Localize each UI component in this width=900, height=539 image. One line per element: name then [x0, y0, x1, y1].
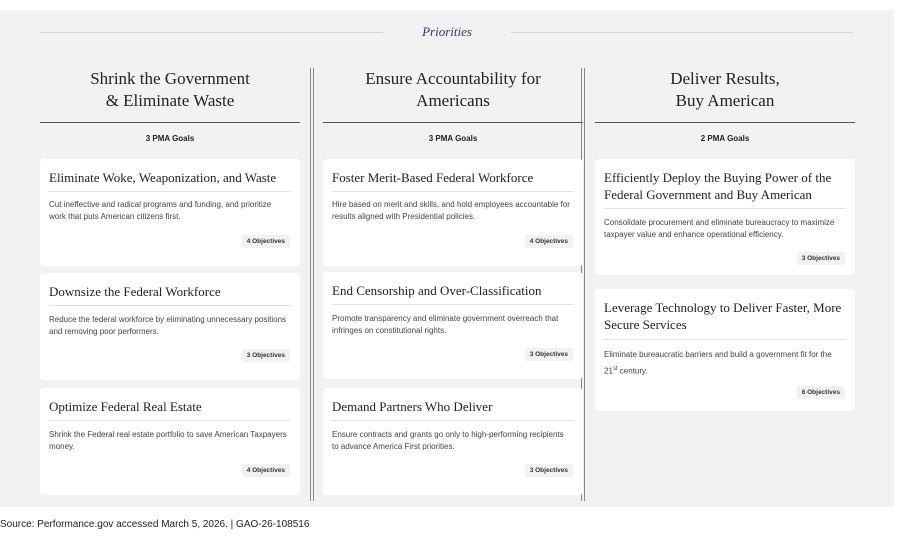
goal-title: End Censorship and Over-Classification — [332, 283, 542, 298]
column-deliver-results — [595, 68, 855, 143]
goal-title: Leverage Technology to Deliver Faster, More Secure Services — [604, 300, 842, 332]
goal-description: Promote transparency and eliminate government overreach that infringes on constitutional rights. — [332, 314, 559, 335]
column-ensure-accountability — [323, 68, 583, 143]
goals-count: 2 PMA Goals — [700, 134, 750, 143]
card-rule — [332, 191, 574, 192]
page-title: Priorities — [422, 24, 472, 39]
goal-card[interactable] — [595, 289, 855, 411]
goal-description-text: Eliminate bureaucratic barriers and build a government fit for the 21 — [604, 350, 832, 376]
goal-description: Reduce the federal workforce by eliminating unnecessary positions and removing poor performers. — [49, 315, 287, 336]
objectives-badge[interactable]: 3 Objectives — [525, 348, 573, 361]
column-title: Ensure Accountability for Americans — [365, 69, 541, 110]
goals-count: 3 PMA Goals — [428, 134, 478, 143]
goal-title: Downsize the Federal Workforce — [49, 284, 221, 299]
goal-title: Foster Merit-Based Federal Workforce — [332, 170, 534, 185]
column-rule — [323, 122, 583, 123]
goal-card[interactable] — [323, 159, 583, 266]
objectives-badge[interactable]: 4 Objectives — [242, 464, 290, 477]
goal-description: Ensure contracts and grants go only to high-performing recipients to advance America First priorities. — [332, 430, 564, 451]
card-rule — [49, 420, 291, 421]
goal-description — [604, 347, 843, 379]
card-rule — [332, 420, 574, 421]
objectives-badge[interactable]: 6 Objectives — [797, 386, 845, 399]
priorities-header — [40, 24, 854, 40]
objectives-badge[interactable]: 3 Objectives — [525, 464, 573, 477]
column-title: Shrink the Government & Eliminate Waste — [90, 69, 250, 110]
goal-title: Demand Partners Who Deliver — [332, 399, 493, 414]
card-rule — [332, 304, 574, 305]
column-rule — [595, 122, 855, 123]
goal-description: Hire based on merit and skills, and hold employees accountable for results aligned with Presidential policies. — [332, 200, 570, 221]
goal-card[interactable] — [40, 273, 300, 380]
goal-title: Eliminate Woke, Weaponization, and Waste — [49, 170, 277, 185]
goal-card[interactable] — [323, 388, 583, 495]
goal-card[interactable] — [323, 272, 583, 379]
goal-card[interactable] — [40, 388, 300, 495]
objectives-badge[interactable]: 3 Objectives — [242, 349, 290, 362]
goal-description: Shrink the Federal real estate portfolio to save American Taxpayers money. — [49, 430, 287, 451]
ordinal-suffix: st — [612, 366, 618, 372]
goal-title: Optimize Federal Real Estate — [49, 399, 202, 414]
priorities-panel — [0, 10, 894, 507]
goal-card[interactable] — [595, 159, 855, 275]
goal-card[interactable] — [40, 159, 300, 266]
objectives-badge[interactable]: 4 Objectives — [242, 235, 290, 248]
goal-description: Cut ineffective and radical programs and funding, and prioritize work that puts American citizens first. — [49, 200, 272, 221]
goal-title: Efficiently Deploy the Buying Power of the Federal Government and Buy American — [604, 170, 832, 202]
column-title: Deliver Results, Buy American — [670, 69, 780, 110]
goals-count: 3 PMA Goals — [145, 134, 195, 143]
objectives-badge[interactable]: 3 Objectives — [797, 252, 845, 265]
column-divider — [310, 68, 314, 501]
goal-description-end: century. — [617, 366, 648, 376]
card-rule — [49, 305, 291, 306]
card-rule — [49, 191, 291, 192]
column-shrink-government — [40, 68, 300, 143]
goal-description: Consolidate procurement and eliminate bureaucracy to maximize taxpayer value and enhance operational efficiency. — [604, 218, 835, 239]
header-line-right — [511, 32, 854, 33]
card-rule — [604, 339, 846, 340]
column-rule — [40, 122, 300, 123]
card-rule — [604, 208, 846, 209]
source-footer: Source: Performance.gov accessed March 5, 2026. | GAO-26-108516 — [0, 519, 310, 530]
objectives-badge[interactable]: 4 Objectives — [525, 235, 573, 248]
